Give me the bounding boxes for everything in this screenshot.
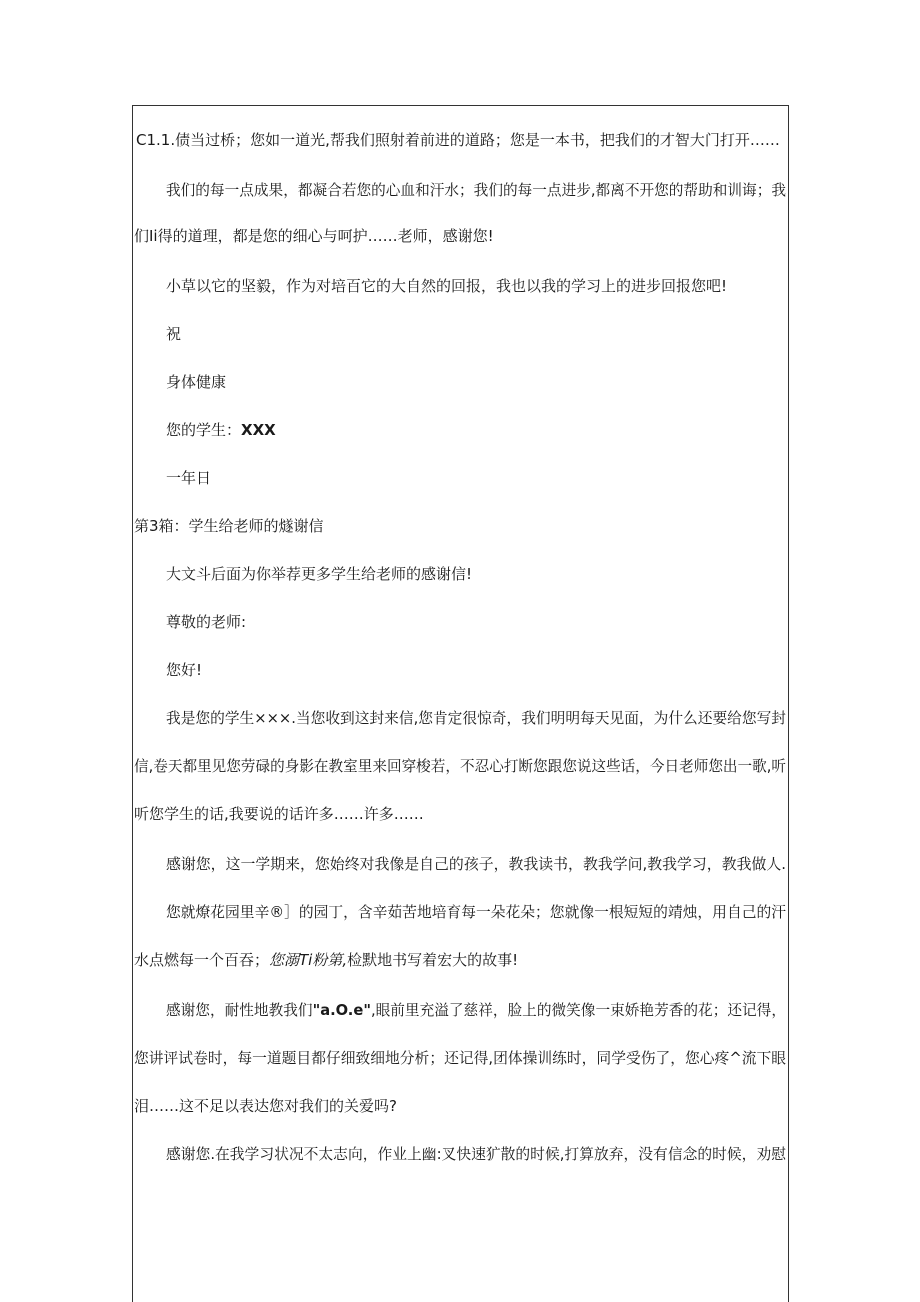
text-line: 身体健康 — [166, 373, 227, 391]
text-line: C1.1.债当过桥；您如一道光,帮我们照射着前进的道路；您是一本书，把我们的才智大门打开…… — [136, 131, 780, 149]
text-line: 您讲评试卷时，每一道题目都仔细致细地分析；还记得,团体操训练时，同学受伤了，您心疼^流下眼 — [134, 1049, 786, 1067]
bold-segment: "a.O.e" — [312, 1001, 371, 1019]
text-line: 我们的每一点成果，都凝合若您的心血和汗水；我们的每一点进步,都离不开您的帮助和训诲；我 — [166, 181, 786, 199]
student-name: XXX — [241, 421, 276, 439]
salutation: 尊敬的老师: — [166, 613, 247, 631]
italic-segment: 您溺Ti粉第, — [269, 951, 348, 969]
text-line: 泪……这不足以表达您对我们的关爱吗? — [134, 1097, 397, 1115]
section-heading: 第3箱：学生给老师的燧谢信 — [134, 517, 324, 535]
date-line: 一年日 — [166, 469, 212, 487]
text-line: 听您学生的话,我要说的话许多……许多…… — [134, 805, 424, 823]
text-line: 信,卷天都里见您劳碌的身影在教室里来回穿梭若，不忍心打断您跟您说这些话，今日老师您出一歌,听 — [134, 757, 786, 775]
text-line: 感谢您，这一学期来，您始终对我像是自己的孩子，教我读书，教我学问,教我学习，教我做人. — [166, 855, 786, 873]
text-line: 我是您的学生×××.当您收到这封来信,您肯定很惊奇，我们明明每天见面，为什么还要给您写封 — [166, 709, 786, 727]
greeting: 您好! — [166, 661, 203, 679]
text-line — [134, 950, 920, 970]
text-line: 您就燎花园里辛®］的园丁，含辛茹苦地培育每一朵花朵；您就像一根短短的靖烛，用自己的汗 — [166, 903, 786, 921]
text-line: 们Ii得的道理，都是您的细心与呵护……老师，感谢您! — [134, 227, 494, 245]
text-segment: ,眼前里充溢了慈祥，脸上的微笑像一束娇艳芳香的花；还记得， — [370, 1001, 786, 1019]
text-line — [166, 1000, 920, 1020]
text-line: 祝 — [166, 325, 182, 343]
text-segment: 检默地书写着宏大的故事! — [347, 951, 519, 969]
text-line: 小草以它的坚毅，作为对培百它的大自然的回报，我也以我的学习上的进步回报您吧! — [166, 277, 728, 295]
text-line: 感谢您.在我学习状况不太志向，作业上幽:叉快速犷散的时候,打算放弃，没有信念的时候，劝慰 — [166, 1145, 786, 1163]
text-line: 大文斗后面为你举荐更多学生给老师的感谢信! — [166, 565, 473, 583]
text-segment: 感谢您，耐性地教我们 — [166, 1001, 313, 1019]
signature-label: 您的学生： — [166, 421, 242, 439]
signature-line — [166, 420, 920, 440]
text-segment: 水点燃每一个百吞； — [134, 951, 270, 969]
